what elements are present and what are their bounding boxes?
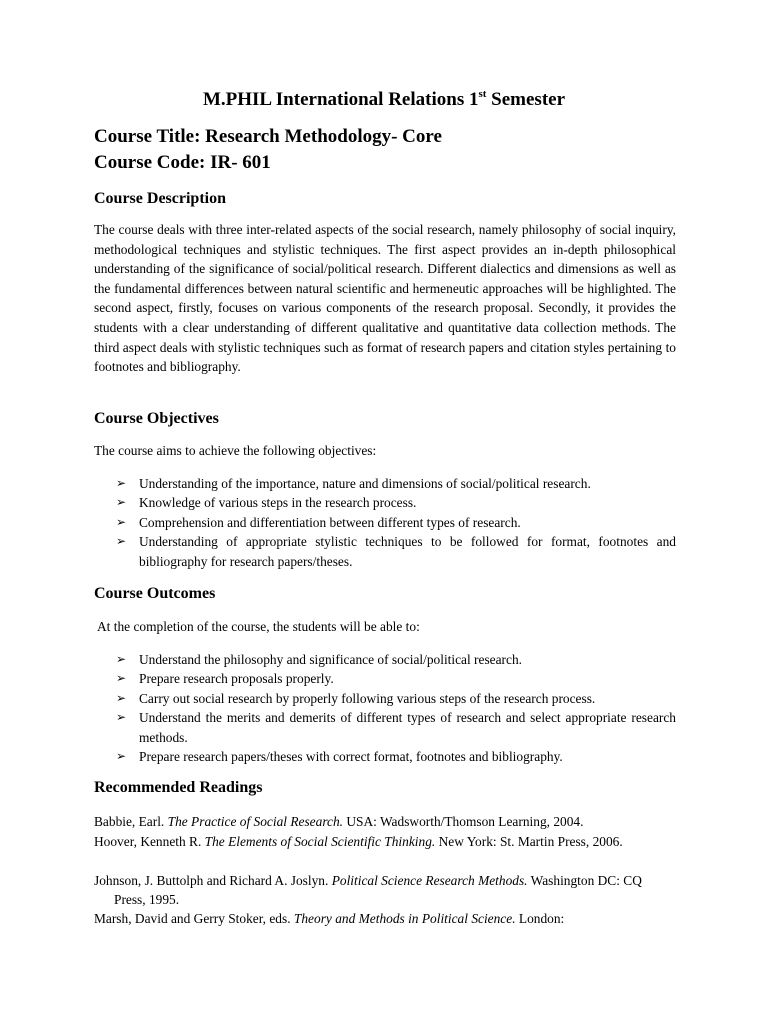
reading-entry: Johnson, J. Buttolph and Richard A. Joslyn. Political Science Research Methods. Washington DC: CQ Press, 1995. (94, 873, 642, 908)
arrow-bullet-icon: ➢ (116, 652, 127, 666)
list-item: ➢ Comprehension and differentiation between different types of research. (0, 513, 676, 532)
course-description-heading: Course Description (94, 190, 226, 207)
arrow-bullet-icon: ➢ (116, 534, 127, 549)
arrow-bullet-icon: ➢ (116, 749, 127, 764)
course-outcomes-heading: Course Outcomes (94, 585, 216, 602)
course-code: Course Code: IR- 601 (94, 152, 271, 173)
arrow-bullet-icon: ➢ (116, 476, 127, 490)
list-item: ➢ Prepare research proposals properly. (0, 669, 676, 688)
arrow-bullet-icon: ➢ (116, 495, 127, 510)
title-superscript: st (478, 88, 487, 100)
objectives-list (0, 474, 768, 571)
arrow-bullet-icon: ➢ (116, 710, 127, 725)
arrow-bullet-icon: ➢ (116, 514, 127, 529)
course-title: Course Title: Research Methodology- Core (94, 126, 442, 147)
title-main: M.PHIL International Relations 1 (202, 89, 479, 110)
reading-entry: Marsh, David and Gerry Stoker, eds. Theory and Methods in Political Science. London: (94, 911, 565, 926)
course-objectives-heading: Course Objectives (94, 410, 219, 427)
outcomes-intro: At the completion of the course, the students will be able to: (97, 619, 420, 634)
arrow-bullet-icon: ➢ (116, 690, 127, 705)
course-description-text: The course deals with three inter-related aspects of the social research, namely philosophy of social inquiry, methodological techniques and stylistic techniques. The first aspect provides an in-depth philosophical understanding of the significance of social/political research. Different dialectics and dimensions as well as the fundamental differences between natural scientific and hermeneutic approaches will be highlighted. The second aspect, firstly, focuses on various components of the research proposal. Secondly, it provides the students with a clear understanding of different qualitative and quantitative data collection methods. The third aspect deals with stylistic techniques such as format of research papers and citation styles pertaining to footnotes and bibliography. (94, 222, 676, 375)
list-item: ➢ Prepare research papers/theses with correct format, footnotes and bibliography. (0, 747, 676, 766)
arrow-bullet-icon: ➢ (116, 671, 127, 686)
reading-entry: Hoover, Kenneth R. The Elements of Social Scientific Thinking. New York: St. Martin Press, 2006. (94, 834, 623, 849)
list-item: ➢ Understanding of appropriate stylistic techniques to be followed for format, footnotes and bibliography for research papers/theses. (116, 534, 676, 569)
list-item: ➢ Understand the merits and demerits of different types of research and select appropriate research methods. (116, 710, 676, 745)
list-item: ➢ Carry out social research by properly following various steps of the research process. (0, 689, 676, 708)
page-title (0, 88, 768, 111)
list-item: ➢ Understanding of the importance, nature and dimensions of social/political research. (0, 474, 676, 493)
title-tail: Semester (486, 89, 566, 110)
outcomes-list (0, 650, 768, 766)
reading-entry: Babbie, Earl. The Practice of Social Research. USA: Wadsworth/Thomson Learning, 2004. (94, 814, 584, 829)
list-item: ➢ Knowledge of various steps in the research process. (0, 493, 676, 512)
objectives-intro: The course aims to achieve the following objectives: (94, 443, 377, 458)
list-item: ➢ Understand the philosophy and significance of social/political research. (0, 650, 676, 669)
recommended-readings-heading: Recommended Readings (94, 779, 263, 796)
